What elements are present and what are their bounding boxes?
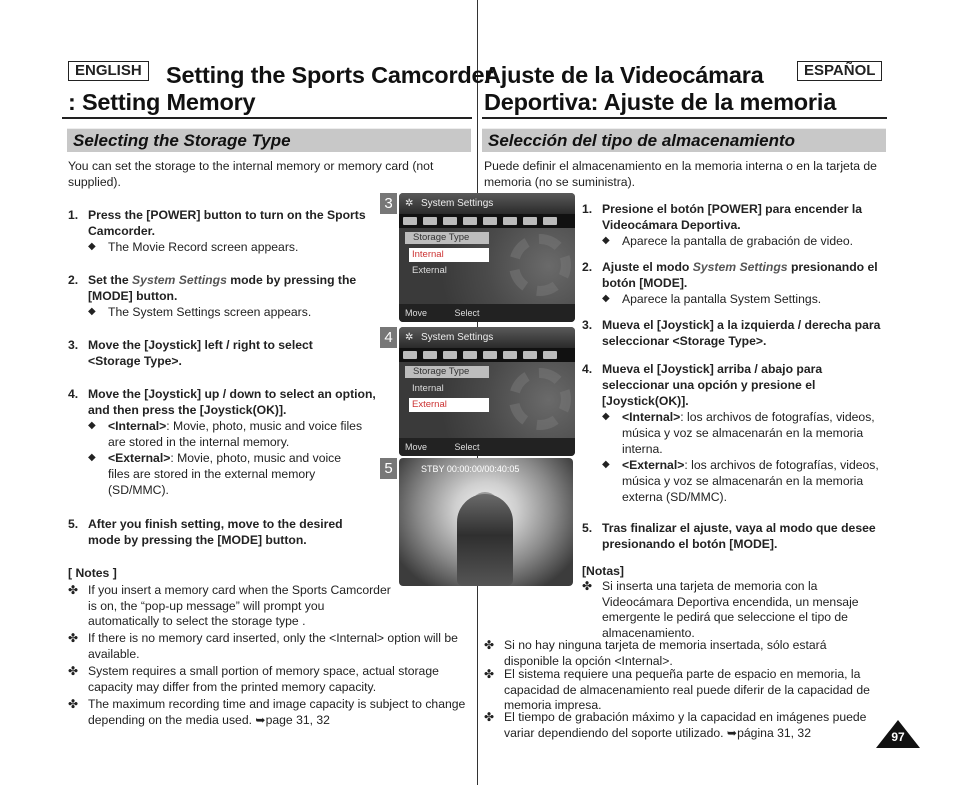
cross-icon: ✤ bbox=[68, 631, 79, 645]
diamond-icon: ◆ bbox=[88, 306, 96, 317]
header-rule-es bbox=[482, 117, 887, 119]
page-title-en-line1: Setting the Sports Camcorder bbox=[166, 62, 494, 88]
cross-icon: ✤ bbox=[582, 579, 593, 593]
note-2-en: ✤ If there is no memory card inserted, only the <Internal> option will be available. bbox=[68, 631, 458, 661]
note-4-en: ✤ The maximum recording time and image capacity is subject to change depending on the media used. ➥page 31, 32 bbox=[68, 697, 466, 727]
screen-tag-4: 4 bbox=[380, 327, 397, 348]
diamond-icon: ◆ bbox=[88, 452, 96, 463]
gear-icon: ✲ bbox=[405, 198, 414, 209]
screen-tag-5: 5 bbox=[380, 458, 397, 479]
cross-icon: ✤ bbox=[68, 664, 79, 678]
intro-text-en: You can set the storage to the internal memory or memory card (not supplied). bbox=[68, 159, 434, 189]
step-2-es: 2. Ajuste el modo System Settings presionando el botón [MODE]. ◆ Aparece la pantalla System Settings. bbox=[582, 260, 878, 306]
page-title-en-line2: : Setting Memory bbox=[68, 89, 256, 115]
section-heading-es: Selección del tipo de almacenamiento bbox=[482, 128, 886, 152]
header-rule-en bbox=[62, 117, 472, 119]
section-heading-en: Selecting the Storage Type bbox=[67, 128, 471, 152]
step-5-en: 5. After you finish setting, move to the desired mode by pressing the [MODE] button. bbox=[68, 517, 343, 547]
screen-movie-record: STBY 00:00:00/00:40:05 bbox=[399, 458, 573, 586]
screen-storage-external: ✲ System Settings Storage Type Internal External Move Select bbox=[399, 327, 575, 456]
note-3-es: ✤ El sistema requiere una pequeña parte de espacio en memoria, la capacidad de almacenamiento real puede diferir de la capacidad de memoria impresa. bbox=[484, 667, 870, 712]
gear-icon: ✲ bbox=[405, 332, 414, 343]
cross-icon: ✤ bbox=[484, 638, 495, 652]
note-3-en: ✤ System requires a small portion of memory space, actual storage capacity may differ from the printed memory capacity. bbox=[68, 664, 439, 694]
diamond-icon: ◆ bbox=[602, 235, 610, 246]
language-badge-en: ENGLISH bbox=[68, 61, 149, 81]
screen-storage-internal: ✲ System Settings Storage Type Internal External Move Select bbox=[399, 193, 575, 322]
step-3-es: 3. Mueva el [Joystick] a la izquierda / derecha para seleccionar <Storage Type>. bbox=[582, 318, 881, 348]
diamond-icon: ◆ bbox=[602, 293, 610, 304]
diamond-icon: ◆ bbox=[88, 420, 96, 431]
cross-icon: ✤ bbox=[484, 667, 495, 681]
notes-title-es: [Notas] bbox=[582, 564, 624, 578]
cross-icon: ✤ bbox=[484, 710, 495, 724]
diamond-icon: ◆ bbox=[88, 241, 96, 252]
note-2-es: ✤ Si no hay ninguna tarjeta de memoria insertada, sólo estará disponible la opción <Internal>. bbox=[484, 638, 827, 668]
step-2-en: 2. Set the System Settings mode by pressing the [MODE] button. ◆ The System Settings screen appears. bbox=[68, 273, 357, 319]
note-1-en: ✤ If you insert a memory card when the Sports Camcorder is on, the “pop-up message” will prompt you automatically to select the storage type . bbox=[68, 583, 391, 628]
step-3-en: 3. Move the [Joystick] left / right to select <Storage Type>. bbox=[68, 338, 313, 368]
page-number: 97 bbox=[876, 720, 920, 748]
step-1-en: 1. Press the [POWER] button to turn on the Sports Camcorder. ◆ The Movie Record screen appears. bbox=[68, 208, 366, 254]
language-badge-es: ESPAÑOL bbox=[797, 61, 882, 81]
intro-text-es: Puede definir el almacenamiento en la memoria interna o en la tarjeta de memoria (no se suministra). bbox=[484, 159, 877, 189]
cross-icon: ✤ bbox=[68, 583, 79, 597]
notes-title-en: [ Notes ] bbox=[68, 566, 117, 580]
step-4-es: 4. Mueva el [Joystick] arriba / abajo para seleccionar una opción y presione el [Joystick(OK)]. ◆ <Internal>: los archivos de fotografías, videos, música y voz se almacenarán en la memoria interna. ◆ <External>: los archivos de fotografías, videos, música y voz se almacenarán en la memoria externa (SD/MMC). bbox=[582, 362, 879, 504]
note-1-es: ✤ Si inserta una tarjeta de memoria con la Videocámara Deportiva encendida, un mensaje emergente le pedirá que seleccione el tipo de almacenamiento. bbox=[582, 579, 859, 640]
step-5-es: 5. Tras finalizar el ajuste, vaya al modo que desee presionando el botón [MODE]. bbox=[582, 521, 876, 551]
diamond-icon: ◆ bbox=[602, 411, 610, 422]
step-1-es: 1. Presione el botón [POWER] para encender la Videocámara Deportiva. ◆ Aparece la pantalla de grabación de video. bbox=[582, 202, 863, 248]
page-title-es-line1: Ajuste de la Videocámara bbox=[484, 62, 764, 88]
diamond-icon: ◆ bbox=[602, 459, 610, 470]
step-4-en: 4. Move the [Joystick] up / down to select an option, and then press the [Joystick(OK)]. ◆ <Internal>: Movie, photo, music and voice files are stored in the internal memory. ◆ <External>: Movie, photo, music and voice files are stored in the external memory (SD/MMC). bbox=[68, 387, 376, 497]
cross-icon: ✤ bbox=[68, 697, 79, 711]
screen-tag-3: 3 bbox=[380, 193, 397, 214]
note-4-es: ✤ El tiempo de grabación máximo y la capacidad en imágenes puede variar dependiendo del soporte utilizado. ➥página 31, 32 bbox=[484, 710, 867, 740]
page-title-es-line2: Deportiva: Ajuste de la memoria bbox=[484, 89, 837, 115]
